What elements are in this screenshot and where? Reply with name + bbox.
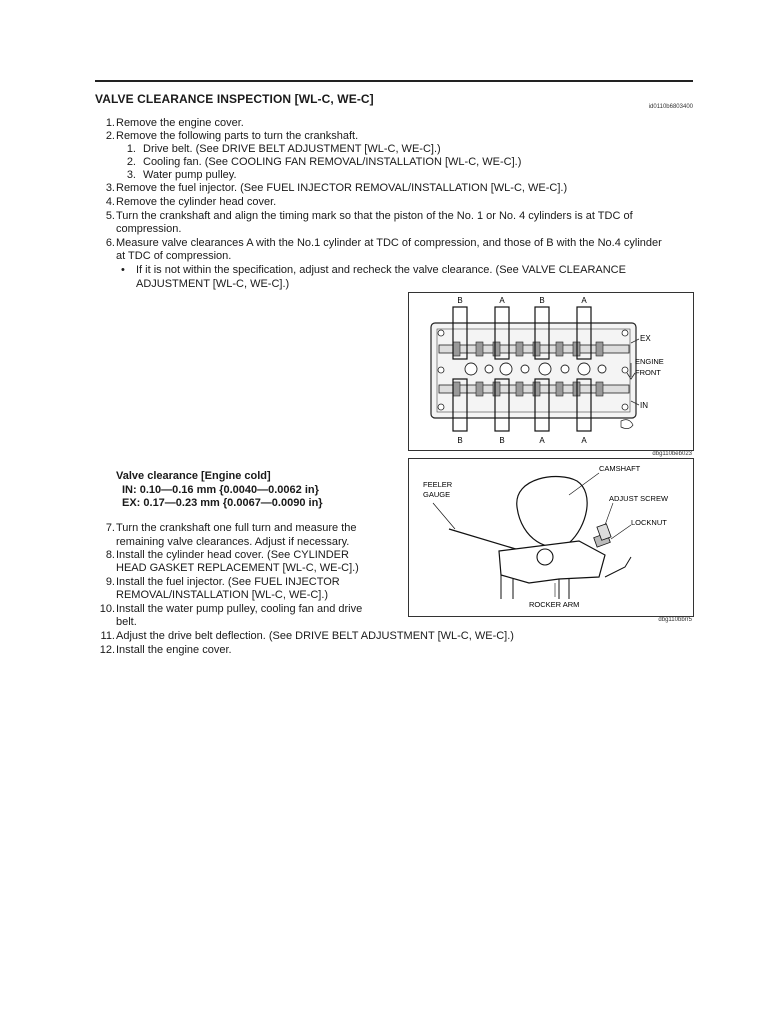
bottom-label-3: A (539, 436, 545, 445)
engine-front-label-2: FRONT (635, 368, 661, 377)
page-title: VALVE CLEARANCE INSPECTION [WL-C, WE-C] (95, 92, 374, 106)
locknut-label: LOCKNUT (631, 518, 667, 527)
top-rule (95, 80, 693, 82)
spec-ex: EX: 0.17—0.23 mm {0.0067—0.0090 in} (122, 497, 323, 509)
figure1-caption: dbg110beb023 (652, 451, 692, 457)
rocker-arm (499, 541, 605, 583)
ex-label: EX (640, 334, 651, 343)
spec-heading: Valve clearance [Engine cold] (116, 470, 271, 482)
bottom-label-1: B (457, 436, 463, 445)
document-id: id0110b6803400 (648, 104, 693, 110)
figure2-caption: dbg110bbrr5 (658, 617, 692, 623)
top-label-4: A (581, 296, 587, 305)
camshaft-label: CAMSHAFT (599, 464, 641, 473)
feeler-label-1: FEELER (423, 480, 453, 489)
feeler-label-2: GAUGE (423, 490, 451, 499)
tool-icon (621, 420, 633, 429)
top-label-1: B (457, 296, 463, 305)
top-label-2: A (499, 296, 505, 305)
in-label: IN (640, 401, 648, 410)
spec-in: IN: 0.10—0.16 mm {0.0040—0.0062 in} (122, 484, 319, 496)
feeler-gauge-diagram (409, 459, 693, 616)
figure-feeler-gauge (408, 458, 694, 617)
engine-front-label-1: ENGINE (635, 357, 664, 366)
figure-valve-layout (408, 292, 694, 451)
bottom-label-2: B (499, 436, 505, 445)
rocker-arm-label: ROCKER ARM (529, 600, 580, 609)
top-label-3: B (539, 296, 545, 305)
cam-lobe (517, 477, 587, 547)
valve-layout-diagram (409, 293, 693, 450)
adjust-screw-label: ADJUST SCREW (609, 494, 669, 503)
bottom-label-4: A (581, 436, 587, 445)
